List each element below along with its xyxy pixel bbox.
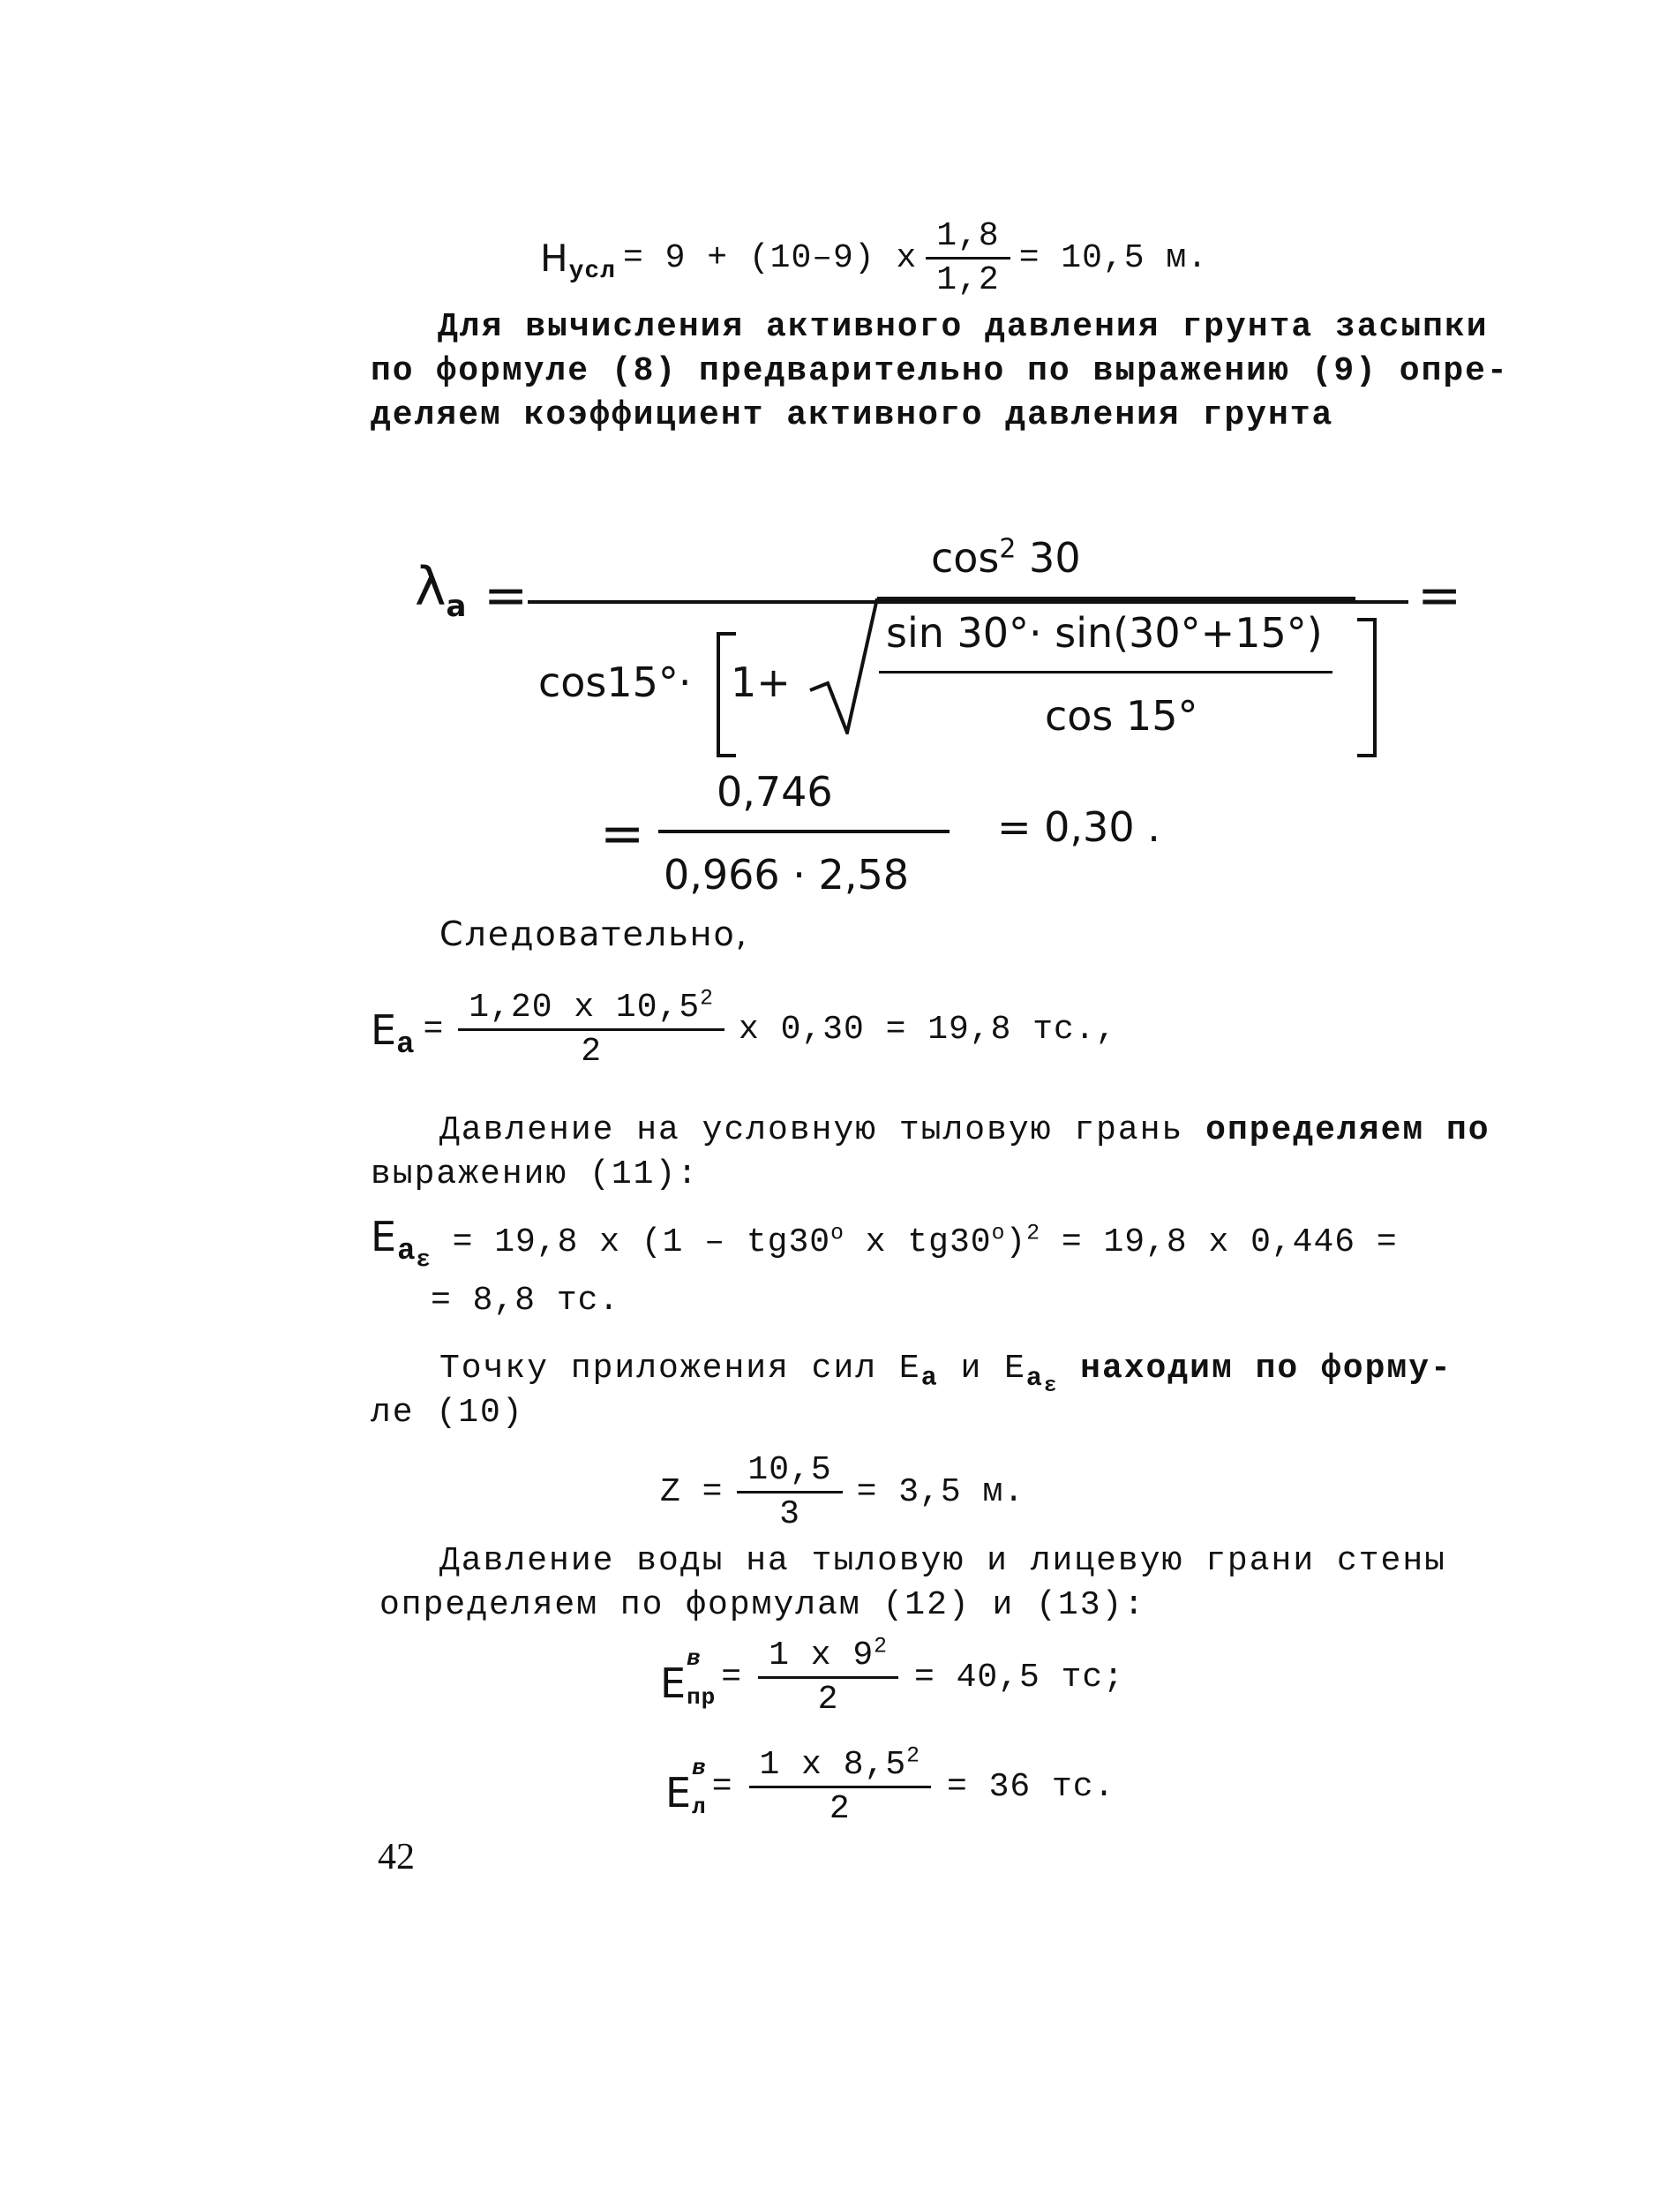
epr-subscript: пр <box>687 1683 717 1711</box>
el-equals: = <box>711 1768 733 1806</box>
epr-equals: = <box>721 1659 743 1697</box>
el-superscript: в <box>692 1754 707 1781</box>
z-fraction <box>737 1451 842 1533</box>
epr-result: = 40,5 тс; <box>913 1659 1125 1697</box>
h-result: = 10,5 м. <box>1018 239 1208 277</box>
epr-superscript: в <box>687 1644 702 1672</box>
paragraph-pressure-face-line1a: Давление на условную тыловую грань <box>439 1111 1206 1149</box>
el-subscript: л <box>692 1793 707 1820</box>
ea-equals: = <box>423 1011 445 1049</box>
h-fraction <box>926 217 1010 299</box>
eae-subsubscript: ε <box>416 1245 432 1274</box>
ea-fraction <box>458 986 724 1071</box>
lambda-trailing-equals: = <box>1417 565 1462 627</box>
ea-denominator: 2 <box>581 1033 603 1071</box>
bracket-right-top <box>1357 618 1377 621</box>
ea-result: x 0,30 = 19,8 тс., <box>738 1011 1117 1049</box>
sqrt-sign <box>808 597 879 734</box>
eae-square: 2 <box>1026 1221 1041 1246</box>
lambda-denominator-prefix: cos15°· <box>538 658 692 706</box>
equation-e-pr <box>660 1636 1124 1719</box>
lambda-main-fraction-bar <box>528 600 1408 604</box>
lambda-line2-denominator: 0,966 · 2,58 <box>664 851 909 899</box>
equation-ea-eps <box>371 1213 1398 1274</box>
z-lhs: Z = <box>660 1473 724 1511</box>
bracket-left-vertical <box>717 632 720 757</box>
water-pressure-line1: Давление воды на тыловую и лицевую грани стены <box>439 1542 1446 1580</box>
application-subsub2: ε <box>1043 1373 1059 1398</box>
epr-numerator: 1 x 9 <box>769 1636 875 1674</box>
eae-degree1: o <box>830 1221 845 1246</box>
h-symbol: H <box>540 237 569 280</box>
application-line1a: Точку приложения сил E <box>439 1350 921 1388</box>
paragraph-water-pressure <box>379 1539 1446 1628</box>
eae-symbol: E <box>371 1213 398 1260</box>
application-sub1: a <box>920 1363 939 1394</box>
paragraph-pressure-face-line2: выражению (11): <box>371 1155 700 1193</box>
paragraph-intro <box>371 305 1509 438</box>
bracket-left-bottom <box>717 754 736 757</box>
eae-line2: = 8,8 тс. <box>431 1282 620 1320</box>
paragraph-pressure-face-line1b: определяем по <box>1205 1111 1490 1149</box>
epr-denominator: 2 <box>817 1681 839 1719</box>
paragraph-pressure-face <box>371 1109 1490 1197</box>
therefore-text: Следовательно, <box>439 914 748 953</box>
lambda-line2-numerator: 0,746 <box>717 768 833 816</box>
lambda-line2-fraction-bar <box>658 830 950 833</box>
lambda-line2-equals: = <box>600 803 645 865</box>
h-expression: = 9 + (10–9) x <box>623 239 918 277</box>
lambda-symbol: $\lambda_a$ <box>415 556 467 624</box>
el-result: = 36 тс. <box>946 1768 1115 1806</box>
application-sub2: a <box>1025 1363 1044 1394</box>
el-denominator: 2 <box>829 1790 851 1828</box>
ea-numerator-exponent: 2 <box>700 986 714 1012</box>
epr-numerator-exponent: 2 <box>874 1634 888 1659</box>
paragraph-intro-line2: по формуле (8) предварительно по выражению (9) опре- <box>371 352 1509 390</box>
application-line2: ле (10) <box>371 1394 524 1432</box>
epr-symbol: E <box>660 1659 687 1707</box>
equation-z <box>660 1451 1025 1533</box>
eae-result: = 19,8 x 0,446 = <box>1040 1223 1398 1261</box>
z-numerator: 10,5 <box>737 1451 842 1493</box>
h-fraction-denominator: 1,2 <box>936 261 1000 299</box>
ea-numerator: 1,20 x 10,5 <box>469 989 701 1027</box>
equation-ea: E a = $\frac{1,20 x 10,5^2}{2}$ x 0,30 = 19,8 тс., <box>371 986 1117 1071</box>
el-fraction <box>749 1743 931 1828</box>
sqrt-denominator: cos 15° <box>1045 692 1198 740</box>
ea-symbol: E <box>371 1005 397 1054</box>
sqrt-numerator: sin 30°· sin(30°+15°) <box>886 609 1323 657</box>
lambda-numerator: $\cos^2 30$ <box>931 533 1081 582</box>
paragraph-intro-line3: деляем коэффициент активного давления грунта <box>371 396 1334 434</box>
bracket-left-top <box>717 632 736 636</box>
eae-body: = 19,8 x (1 – tg30 <box>452 1223 831 1261</box>
bracket-right-vertical <box>1373 618 1377 757</box>
eae-mid: x tg30 <box>844 1223 992 1261</box>
page-number: 42 <box>378 1837 415 1877</box>
water-pressure-line2: определяем по формулам (12) и (13): <box>379 1586 1146 1624</box>
paragraph-application-point <box>371 1347 1453 1435</box>
equation-e-l <box>665 1743 1115 1828</box>
sqrt-inner-fraction-bar <box>879 671 1332 673</box>
one-plus: 1+ <box>731 658 791 706</box>
z-result: = 3,5 м. <box>856 1473 1025 1511</box>
eae-subscript: a <box>397 1234 417 1268</box>
sqrt-overline <box>877 597 1355 600</box>
el-numerator-exponent: 2 <box>906 1743 920 1769</box>
lambda-equals: = <box>484 565 529 627</box>
el-symbol: E <box>665 1768 693 1817</box>
application-line1c: находим по форму- <box>1058 1350 1453 1388</box>
bracket-right-bottom <box>1357 754 1377 757</box>
equation-h-usl: H усл = 9 + (10–9) x $\frac{1,8}{1,2}$ = 10,5 м. <box>540 217 1208 299</box>
h-fraction-numerator: 1,8 <box>926 217 1010 260</box>
epr-fraction <box>758 1636 898 1719</box>
eae-close: ) <box>1005 1223 1027 1261</box>
eae-degree2: o <box>991 1221 1006 1246</box>
lambda-line2-result: = 0,30 . <box>997 803 1160 851</box>
z-denominator: 3 <box>779 1495 800 1533</box>
el-numerator: 1 x 8,5 <box>759 1746 907 1784</box>
application-line1b: и E <box>938 1350 1026 1388</box>
paragraph-intro-line1: Для вычисления активного давления грунта засыпки <box>438 308 1489 346</box>
